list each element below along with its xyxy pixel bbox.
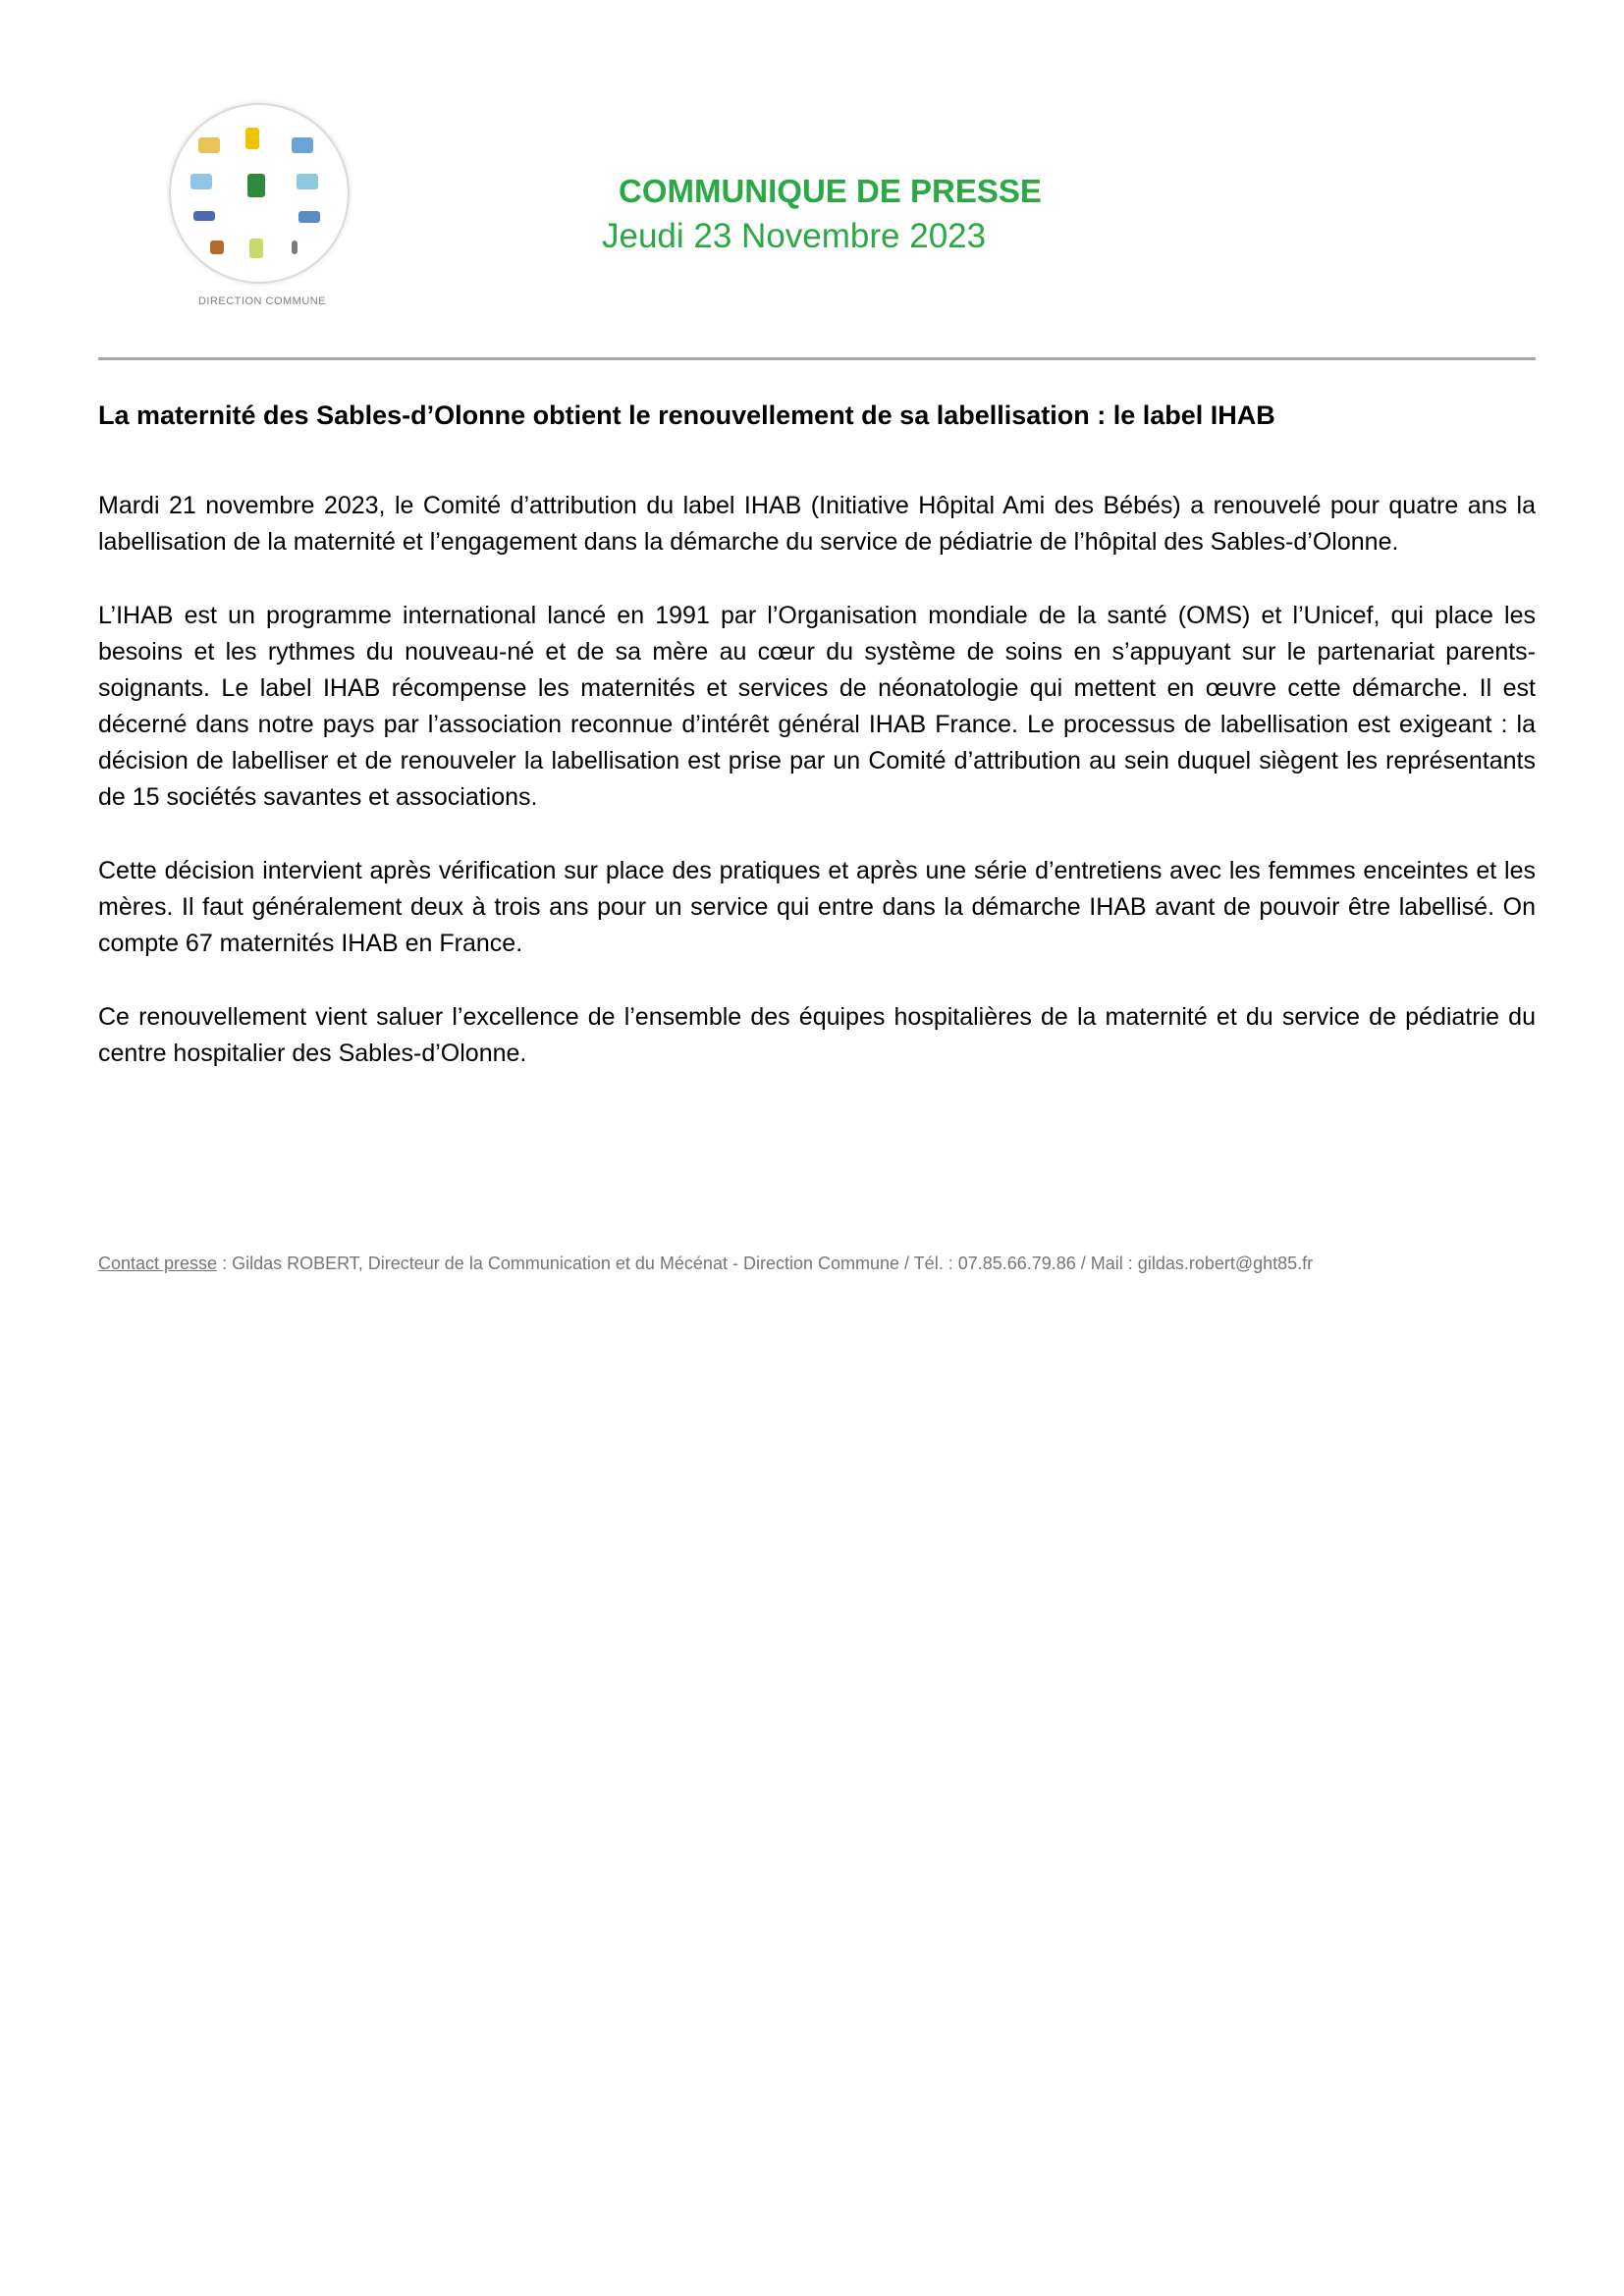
press-contact [98,1254,1542,1274]
paragraph: Mardi 21 novembre 2023, le Comité d’attribution du label IHAB (Initiative Hôpital Ami des Bébés) a renouvelé pour quatre ans la labellisation de la maternité et l’engagement dans la démarche du service de pédiatrie de l’hôpital des Sables-d’Olonne. [98,492,1536,556]
press-contact-label: Contact presse [98,1254,218,1273]
logo-mark [298,211,320,223]
logo-mark [210,240,224,254]
logo-mark [245,128,259,149]
logo-mark [297,174,318,189]
headline: La maternité des Sables-d’Olonne obtient le renouvellement de sa labellisation : le label IHAB [98,400,1275,430]
paragraph: L’IHAB est un programme international lancé en 1991 par l’Organisation mondiale de la santé (OMS) et l’Unicef, qui place les besoins et les rythmes du nouveau-né et de sa mère au cœur du système de soins en s’appuyant sur le partenariat parents-soignants. Le label IHAB récompense les maternités et services de néonatologie qui mettent en œuvre cette démarche. Il est décerné dans notre pays par l’association reconnue d’intérêt général IHAB France. Le processus de labellisation est exigeant : la décision de labelliser et de renouveler la labellisation est prise par un Comité d’attribution au sein duquel siègent les représentants de 15 sociétés savantes et associations. [98,602,1536,811]
logo-mark [193,211,215,221]
press-release-title: COMMUNIQUE DE PRESSE [619,173,1042,209]
logo-mark [292,137,313,153]
paragraph: Ce renouvellement vient saluer l’excellence de l’ensemble des équipes hospitalières de la maternité et du service de pédiatrie du centre hospitalier des Sables-d’Olonne. [98,1003,1536,1067]
logo-mark [190,174,212,189]
logo-mark [292,240,298,254]
press-contact-details: : Gildas ROBERT, Directeur de la Communication et du Mécénat - Direction Commune / Tél. : 07.85.66.79.86 / Mail : gildas.robert@ght85.fr [217,1254,1314,1273]
header-divider [98,357,1536,360]
logo-mark [198,137,220,153]
direction-commune-logo [169,103,355,314]
logo-mark [249,239,263,258]
paragraph: Cette décision intervient après vérification sur place des pratiques et après une série d’entretiens avec les femmes enceintes et les mères. Il faut généralement deux à trois ans pour un service qui entre dans la démarche IHAB avant de pouvoir être labellisé. On compte 67 maternités IHAB en France. [98,857,1536,957]
press-release-date: Jeudi 23 Novembre 2023 [602,217,987,255]
logo-caption: DIRECTION COMMUNE [197,295,327,307]
logo-mark [247,174,265,197]
body-text [98,488,1536,1109]
